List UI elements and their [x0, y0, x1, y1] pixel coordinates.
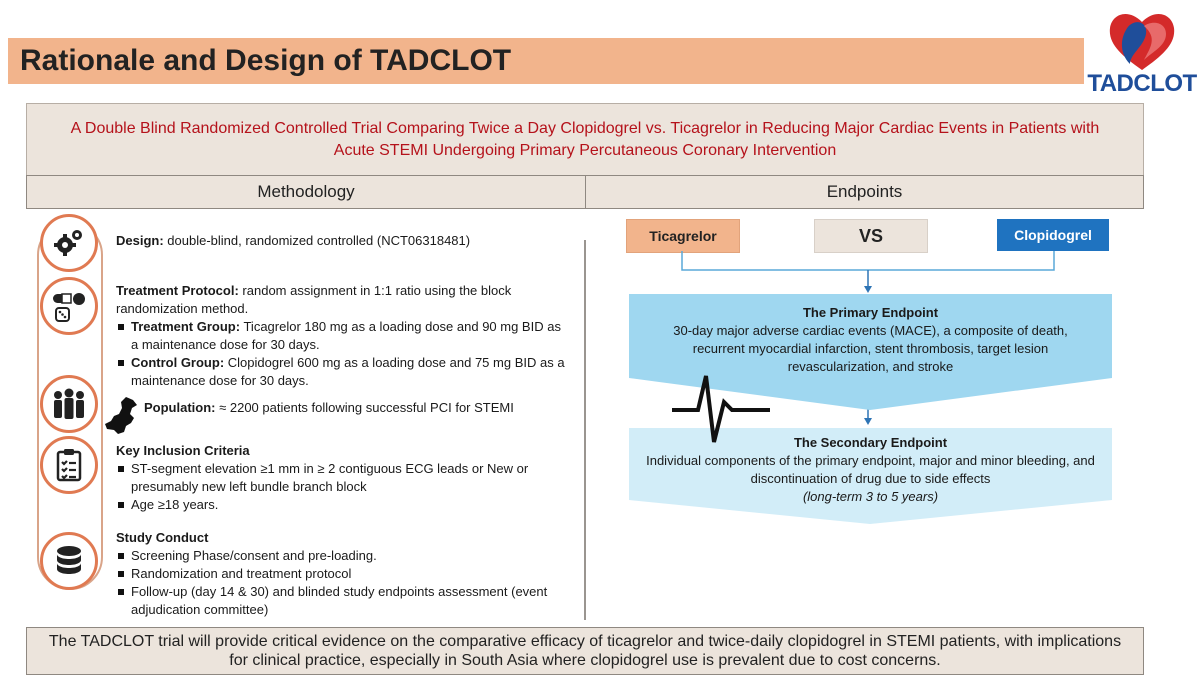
- gears-icon: [40, 214, 98, 272]
- inclusion-heading: Key Inclusion Criteria: [116, 443, 250, 458]
- ticagrelor-label: Ticagrelor: [626, 219, 740, 253]
- secondary-endpoint-title: The Secondary Endpoint: [793, 435, 948, 450]
- conduct-heading: Study Conduct: [116, 530, 209, 545]
- column-divider: [584, 240, 586, 620]
- list-item: [116, 354, 571, 390]
- clopidogrel-label: Clopidogrel: [997, 219, 1109, 251]
- database-icon: [40, 532, 98, 590]
- primary-endpoint-title: The Primary Endpoint: [802, 305, 939, 320]
- ecg-icon: [672, 372, 772, 446]
- methodology-heading: Methodology: [26, 175, 586, 209]
- trial-subtitle-box: [26, 103, 1144, 177]
- pakistan-map-icon: [104, 396, 140, 436]
- primary-endpoint-body: 30-day major adverse cardiac events (MACE), a composite of death, recurrent myocardial infarction, stent thrombosis, target lesion revascularization, and stroke: [673, 323, 1068, 374]
- endpoints-heading: Endpoints: [585, 175, 1144, 209]
- protocol-text: random assignment in 1:1 ratio using the block randomization method.: [116, 283, 512, 316]
- treatment-text: Ticagrelor 180 mg as a loading dose and 90 mg BID as a maintenance dose for 30 days.: [131, 319, 561, 352]
- secondary-endpoint-note: (long-term 3 to 5 years): [802, 489, 939, 504]
- design-text: double-blind, randomized controlled (NCT06318481): [167, 233, 471, 248]
- tadclot-logo: [1086, 4, 1198, 100]
- protocol-label: Treatment Protocol:: [116, 283, 239, 298]
- pills-icon: [40, 277, 98, 335]
- design-label: Design:: [116, 233, 164, 248]
- control-label: Control Group:: [131, 355, 225, 370]
- list-item: Screening Phase/consent and pre-loading.: [116, 547, 571, 565]
- conduct-item: [116, 529, 571, 619]
- control-text: Clopidogrel 600 mg as a loading dose and 75 mg BID as a maintenance dose for 30 days.: [131, 355, 565, 388]
- population-label: Population:: [144, 400, 216, 415]
- list-item: Randomization and treatment protocol: [116, 565, 571, 583]
- list-item: ST-segment elevation ≥1 mm in ≥ 2 contiguous ECG leads or New or presumably new left bundle branch block: [116, 460, 571, 496]
- protocol-list: [116, 318, 571, 390]
- conclusion-text: The TADCLOT trial will provide critical evidence on the comparative efficacy of ticagrelor and twice-daily clopidogrel in STEMI patients, with implications for clinical practice, especially in South Asia where clopidogrel use is prevalent due to cost concerns.: [48, 633, 1122, 669]
- protocol-item: [116, 282, 571, 390]
- conduct-list: [116, 547, 571, 619]
- people-icon: [40, 375, 98, 433]
- checklist-icon: [40, 436, 98, 494]
- design-item: [116, 232, 571, 250]
- versus-label: VS: [814, 219, 928, 253]
- logo-wordmark: TADCLOT: [1087, 70, 1197, 97]
- secondary-endpoint-body: Individual components of the primary endpoint, major and minor bleeding, and discontinuation of drug due to side effects: [646, 453, 1095, 486]
- page-title: Rationale and Design of TADCLOT: [20, 44, 512, 77]
- trial-subtitle: A Double Blind Randomized Controlled Trial Comparing Twice a Day Clopidogrel vs. Ticagrelor in Reducing Major Cardiac Events in Patients with Acute STEMI Undergoing Primary Percutaneous Coronary Intervention: [70, 120, 1100, 159]
- list-item: Age ≥18 years.: [116, 496, 571, 514]
- inclusion-item: [116, 442, 571, 514]
- heart-logo-icon: [1086, 4, 1198, 74]
- treatment-label: Treatment Group:: [131, 319, 241, 334]
- primary-endpoint-text: [629, 304, 1112, 376]
- title-bar: [8, 38, 1084, 84]
- list-item: Follow-up (day 14 & 30) and blinded study endpoints assessment (event adjudication committee): [116, 583, 571, 619]
- list-item: [116, 318, 571, 354]
- inclusion-list: [116, 460, 571, 514]
- population-text: ≈ 2200 patients following successful PCI for STEMI: [219, 400, 514, 415]
- conclusion-box: [26, 627, 1144, 675]
- population-item: [144, 399, 524, 417]
